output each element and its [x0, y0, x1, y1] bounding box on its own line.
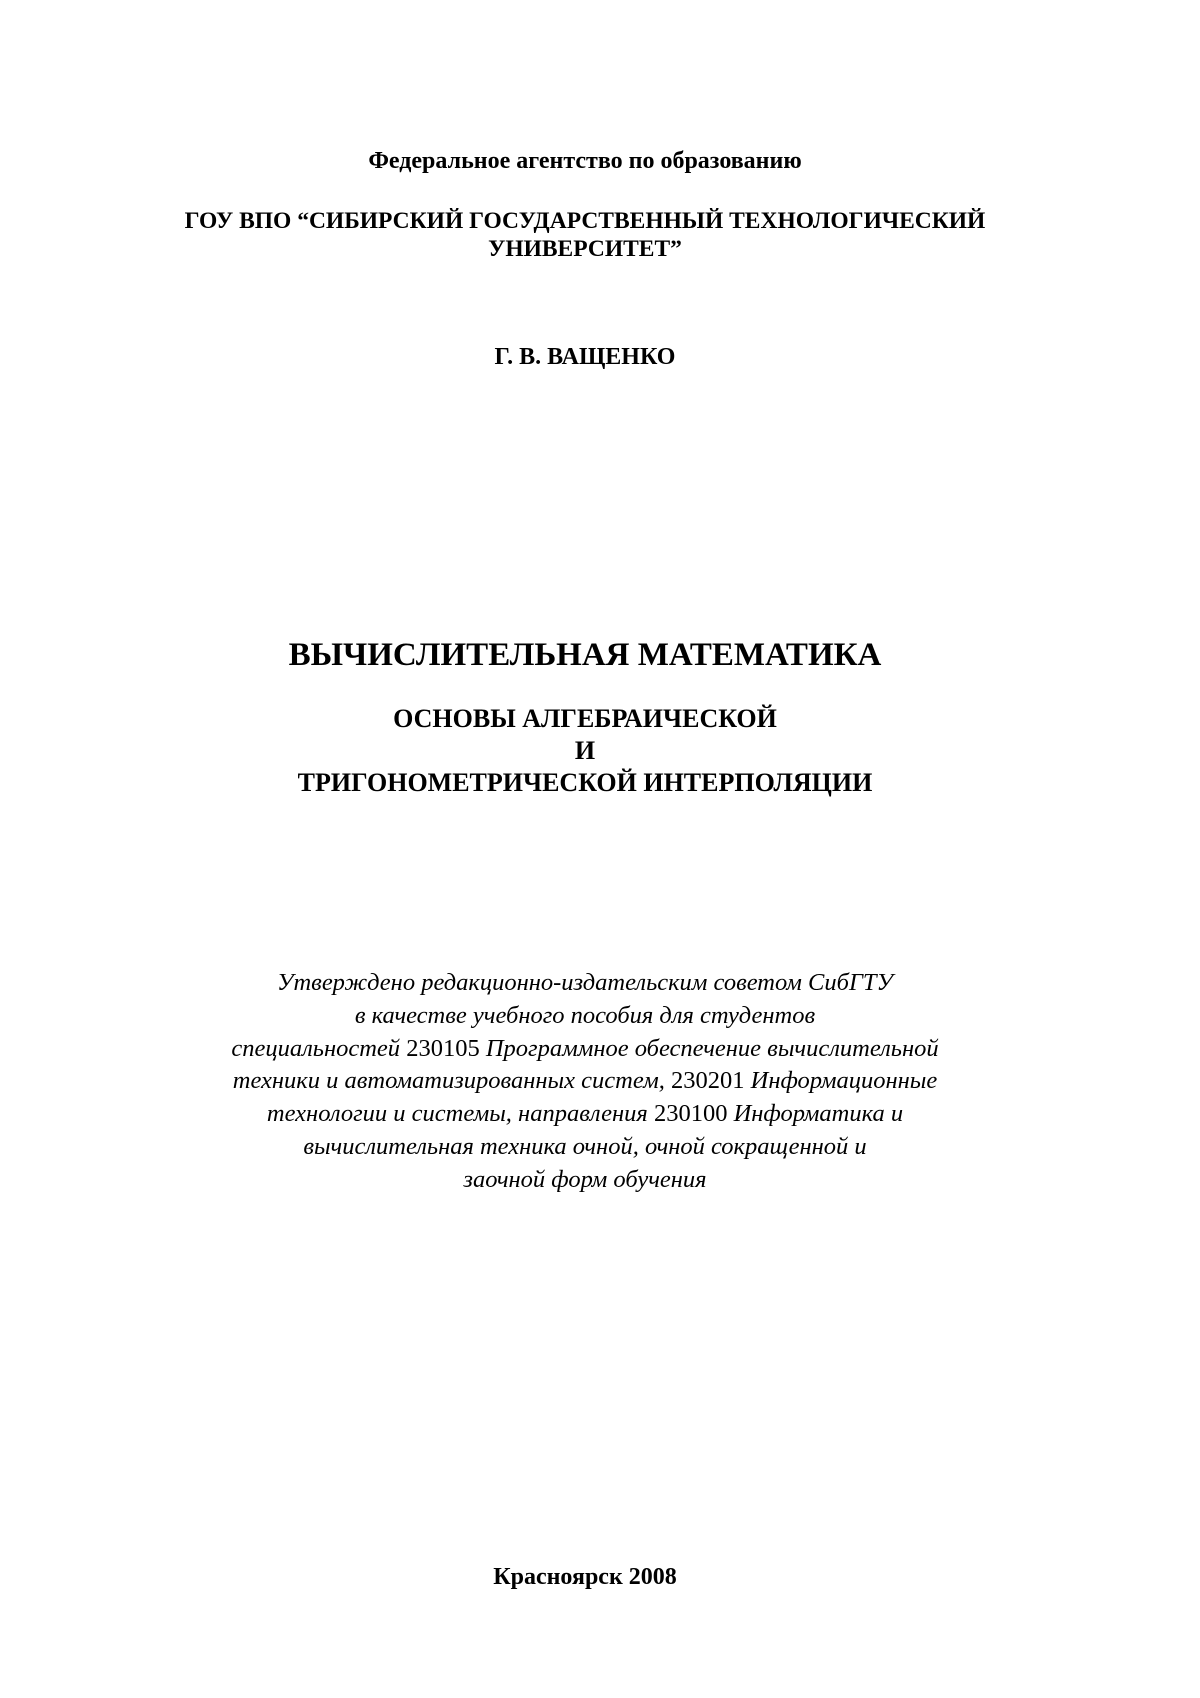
author-name: Г. В. ВАЩЕНКО — [494, 344, 676, 370]
city-year: Красноярск 2008 — [493, 1564, 677, 1590]
approval-line-3: специальностей 230105 Программное обеспечение вычислительной — [231, 1034, 939, 1062]
subtitle-line-2: И — [574, 736, 596, 765]
book-title: ВЫЧИСЛИТЕЛЬНАЯ МАТЕМАТИКА — [288, 637, 882, 673]
subtitle-line-3: ТРИГОНОМЕТРИЧЕСКОЙ ИНТЕРПОЛЯЦИИ — [297, 768, 873, 797]
subtitle-line-1: ОСНОВЫ АЛГЕБРАИЧЕСКОЙ — [393, 704, 777, 733]
approval-line-1: Утверждено редакционно-издательским советом СибГТУ — [277, 969, 893, 996]
approval-line-5: технологии и системы, направления 230100 Информатика и — [266, 1100, 904, 1128]
agency-name: Федеральное агентство по образованию — [368, 148, 802, 174]
approval-statement — [0, 967, 1170, 1197]
approval-line-6: вычислительная техника очной, очной сокращенной и — [303, 1132, 867, 1160]
approval-line-4: техники и автоматизированных систем, 230201 Информационные — [232, 1067, 938, 1095]
specialty-code: 230105 — [406, 1034, 480, 1062]
specialty-code: 230201 — [671, 1067, 745, 1095]
university-name-line-2: УНИВЕРСИТЕТ” — [488, 236, 682, 262]
approval-line-2: в качестве учебного пособия для студентов — [354, 1001, 816, 1029]
direction-code: 230100 — [653, 1100, 728, 1128]
university-name-line-1: ГОУ ВПО “СИБИРСКИЙ ГОСУДАРСТВЕННЫЙ ТЕХНОЛОГИЧЕСКИЙ — [184, 208, 986, 234]
approval-line-7: заочной форм обучения — [463, 1165, 707, 1193]
